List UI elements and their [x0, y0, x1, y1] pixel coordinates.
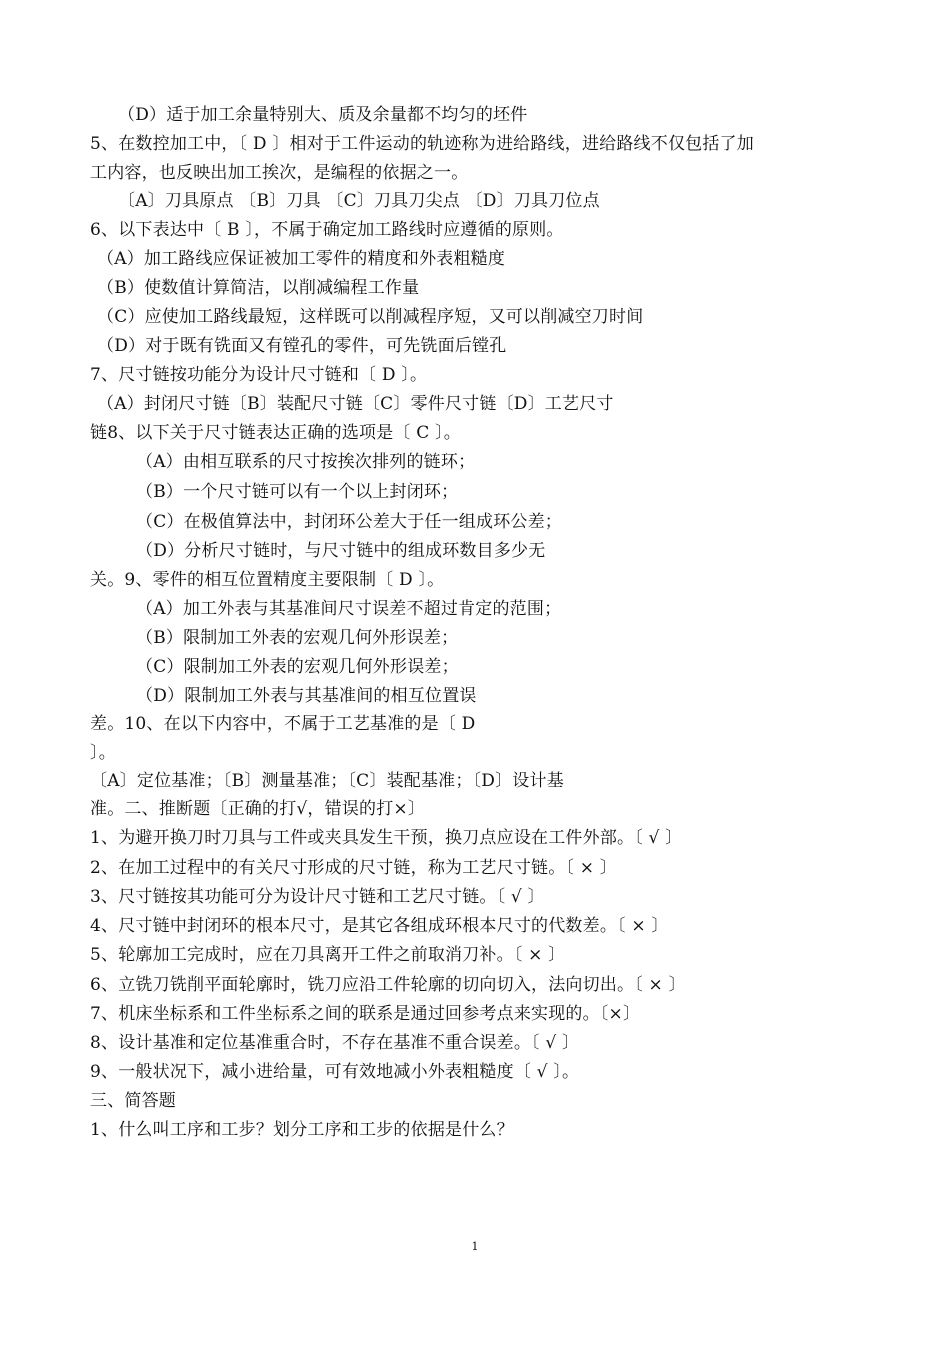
text-line: 6、以下表达中〔 B 〕，不属于确定加工路线时应遵循的原则。: [90, 220, 564, 240]
text-line: 工内容，也反映出加工挨次，是编程的依据之一。: [90, 163, 469, 183]
text-line: （B）一个尺寸链可以有一个以上封闭环；: [136, 482, 459, 502]
text-line: （A）封闭尺寸链〔B〕装配尺寸链〔C〕零件尺寸链〔D〕工艺尺寸: [97, 394, 614, 414]
text-line: 〔A〕定位基准；〔B〕测量基准；〔C〕装配基准；〔D〕设计基: [90, 771, 564, 791]
text-line: （A）加工路线应保证被加工零件的精度和外表粗糙度: [97, 249, 506, 269]
text-line: 1、为避开换刀时刀具与工件或夹具发生干预，换刀点应设在工件外部。〔 √ 〕: [90, 828, 683, 848]
text-line: 8、设计基准和定位基准重合时，不存在基准不重合误差。〔 √ 〕: [90, 1033, 580, 1053]
text-line: 6、立铣刀铣削平面轮廓时，铣刀应沿工件轮廓的切向切入，法向切出。〔 × 〕: [90, 975, 686, 995]
text-line: 3、尺寸链按其功能可分为设计尺寸链和工艺尺寸链。〔 √ 〕: [90, 887, 545, 907]
text-line: 准。二、推断题〔正确的打√，错误的打×〕: [90, 799, 426, 819]
text-line: （D）适于加工余量特别大、质及余量都不均匀的坯件: [118, 105, 528, 125]
page-number: 1: [471, 1240, 479, 1253]
text-line: （A）加工外表与其基准间尺寸误差不超过肯定的范围；: [136, 599, 562, 619]
text-line: 9、一般状况下，减小进给量，可有效地减小外表粗糙度〔 √ 〕。: [90, 1062, 580, 1082]
text-line: （D）分析尺寸链时，与尺寸链中的组成环数目多少无: [136, 541, 546, 561]
text-line: 〕。: [90, 743, 116, 763]
text-line: 5、在数控加工中，〔 D 〕相对于工件运动的轨迹称为进给路线，进给路线不仅包括了加: [90, 134, 754, 154]
text-line: 〔A〕刀具原点 〔B〕刀具 〔C〕刀具刀尖点 〔D〕刀具刀位点: [118, 191, 600, 211]
text-line: 2、在加工过程中的有关尺寸形成的尺寸链，称为工艺尺寸链。〔 × 〕: [90, 858, 617, 878]
text-line: （C）应使加工路线最短，这样既可以削减程序短，又可以削减空刀时间: [97, 307, 644, 327]
text-line: 7、机床坐标系和工件坐标系之间的联系是通过回参考点来实现的。〔×〕: [90, 1004, 641, 1024]
section-heading: 三、简答题: [90, 1091, 176, 1111]
text-line: （C）限制加工外表的宏观几何外形误差；: [136, 657, 459, 677]
text-line: 4、尺寸链中封闭环的根本尺寸，是其它各组成环根本尺寸的代数差。〔 × 〕: [90, 916, 669, 936]
text-line: 关。9、零件的相互位置精度主要限制〔 D 〕。: [90, 570, 445, 590]
text-line: 1、什么叫工序和工步？划分工序和工步的依据是什么？: [90, 1120, 514, 1140]
text-line: （B）使数值计算简洁，以削减编程工作量: [97, 278, 420, 298]
text-line: 差。10、在以下内容中，不属于工艺基准的是〔 D: [90, 714, 476, 734]
text-line: 7、尺寸链按功能分为设计尺寸链和〔 D 〕。: [90, 365, 428, 385]
text-line: （D）对于既有铣面又有镗孔的零件，可先铣面后镗孔: [97, 336, 507, 356]
text-line: 5、轮廓加工完成时，应在刀具离开工件之前取消刀补。〔 × 〕: [90, 945, 566, 965]
text-line: （A）由相互联系的尺寸按挨次排列的链环；: [136, 452, 476, 472]
text-line: （D）限制加工外表与其基准间的相互位置误: [136, 686, 477, 706]
text-line: （C）在极值算法中，封闭环公差大于任一组成环公差；: [136, 512, 563, 532]
text-line: 链8、以下关于尺寸链表达正确的选项是〔 C 〕。: [90, 423, 461, 443]
text-line: （B）限制加工外表的宏观几何外形误差；: [136, 628, 459, 648]
